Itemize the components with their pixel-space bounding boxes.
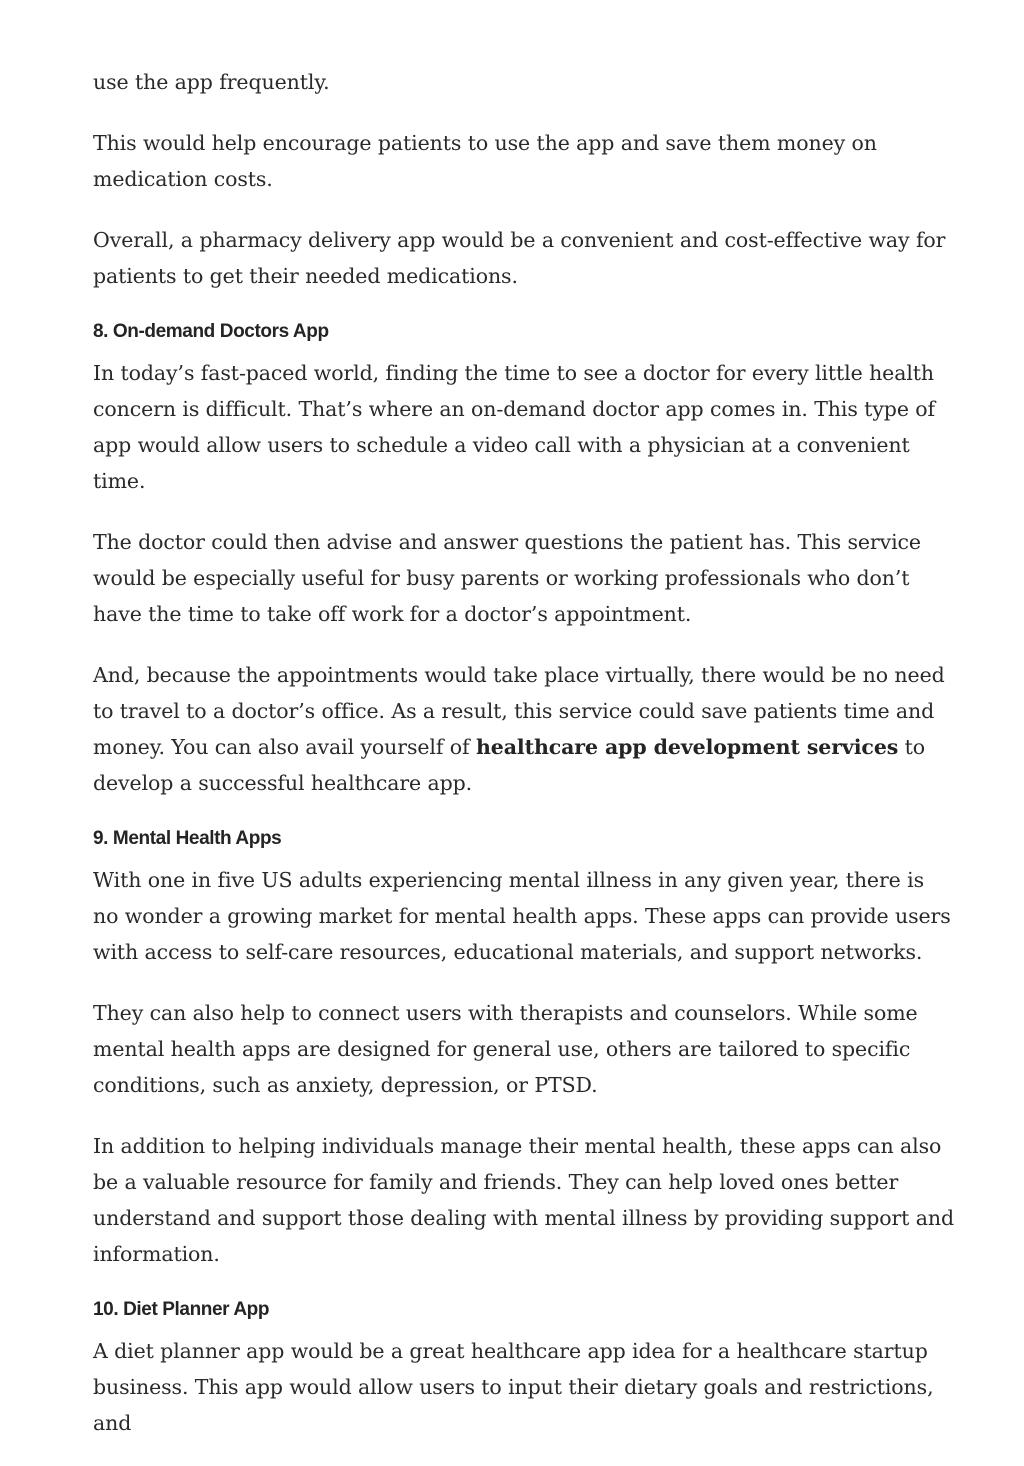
paragraph-diet-1: A diet planner app would be a great healthcare app idea for a healthcare startup business. This app would allow users to input their dietary goals and restrictions, and: [93, 1339, 934, 1435]
paragraph-doctors-2: The doctor could then advise and answer questions the patient has. This service would be especially useful for busy parents or working professionals who don’t have the time to take off work for a doctor’s appointment.: [93, 530, 921, 626]
paragraph-overall: Overall, a pharmacy delivery app would be a convenient and cost-effective way for patients to get their needed medications.: [93, 228, 946, 288]
section-heading-on-demand-doctors: 8. On-demand Doctors App: [93, 321, 329, 342]
article-body: [93, 64, 955, 1466]
section-heading-diet-planner: 10. Diet Planner App: [93, 1299, 270, 1320]
paragraph-intro-tail: use the app frequently.: [93, 70, 330, 94]
paragraph-doctors-1: In today’s fast-paced world, finding the time to see a doctor for every little health concern is difficult. That’s where an on-demand doctor app comes in. This type of app would allow users to schedule a video call with a physician at a convenient time.: [93, 361, 936, 493]
healthcare-app-development-link[interactable]: healthcare app development services: [475, 735, 899, 759]
paragraph-mental-2: They can also help to connect users with therapists and counselors. While some mental health apps are designed for general use, others are tailored to specific conditions, such as anxiety, depression, or PTSD.: [93, 1001, 918, 1097]
paragraph-encourage: This would help encourage patients to use the app and save them money on medication costs.: [93, 131, 877, 191]
paragraph-doctors-3: [93, 657, 955, 801]
paragraph-doctors-3-start: And, because the appointments would take place virtually, there would be no need to travel to a doctor’s office. As a result, this service could save patients time and money. You can also avail yourself of: [93, 663, 945, 759]
paragraph-mental-3: In addition to helping individuals manage their mental health, these apps can also be a valuable resource for family and friends. They can help loved ones better understand and support those dealing with mental illness by providing support and information.: [93, 1134, 954, 1266]
paragraph-mental-1: With one in five US adults experiencing mental illness in any given year, there is no wonder a growing market for mental health apps. These apps can provide users with access to self-care resources, educational materials, and support networks.: [93, 868, 951, 964]
paragraph-doctors-3-end: to develop a successful healthcare app.: [93, 735, 925, 795]
section-heading-mental-health: 9. Mental Health Apps: [93, 828, 282, 849]
